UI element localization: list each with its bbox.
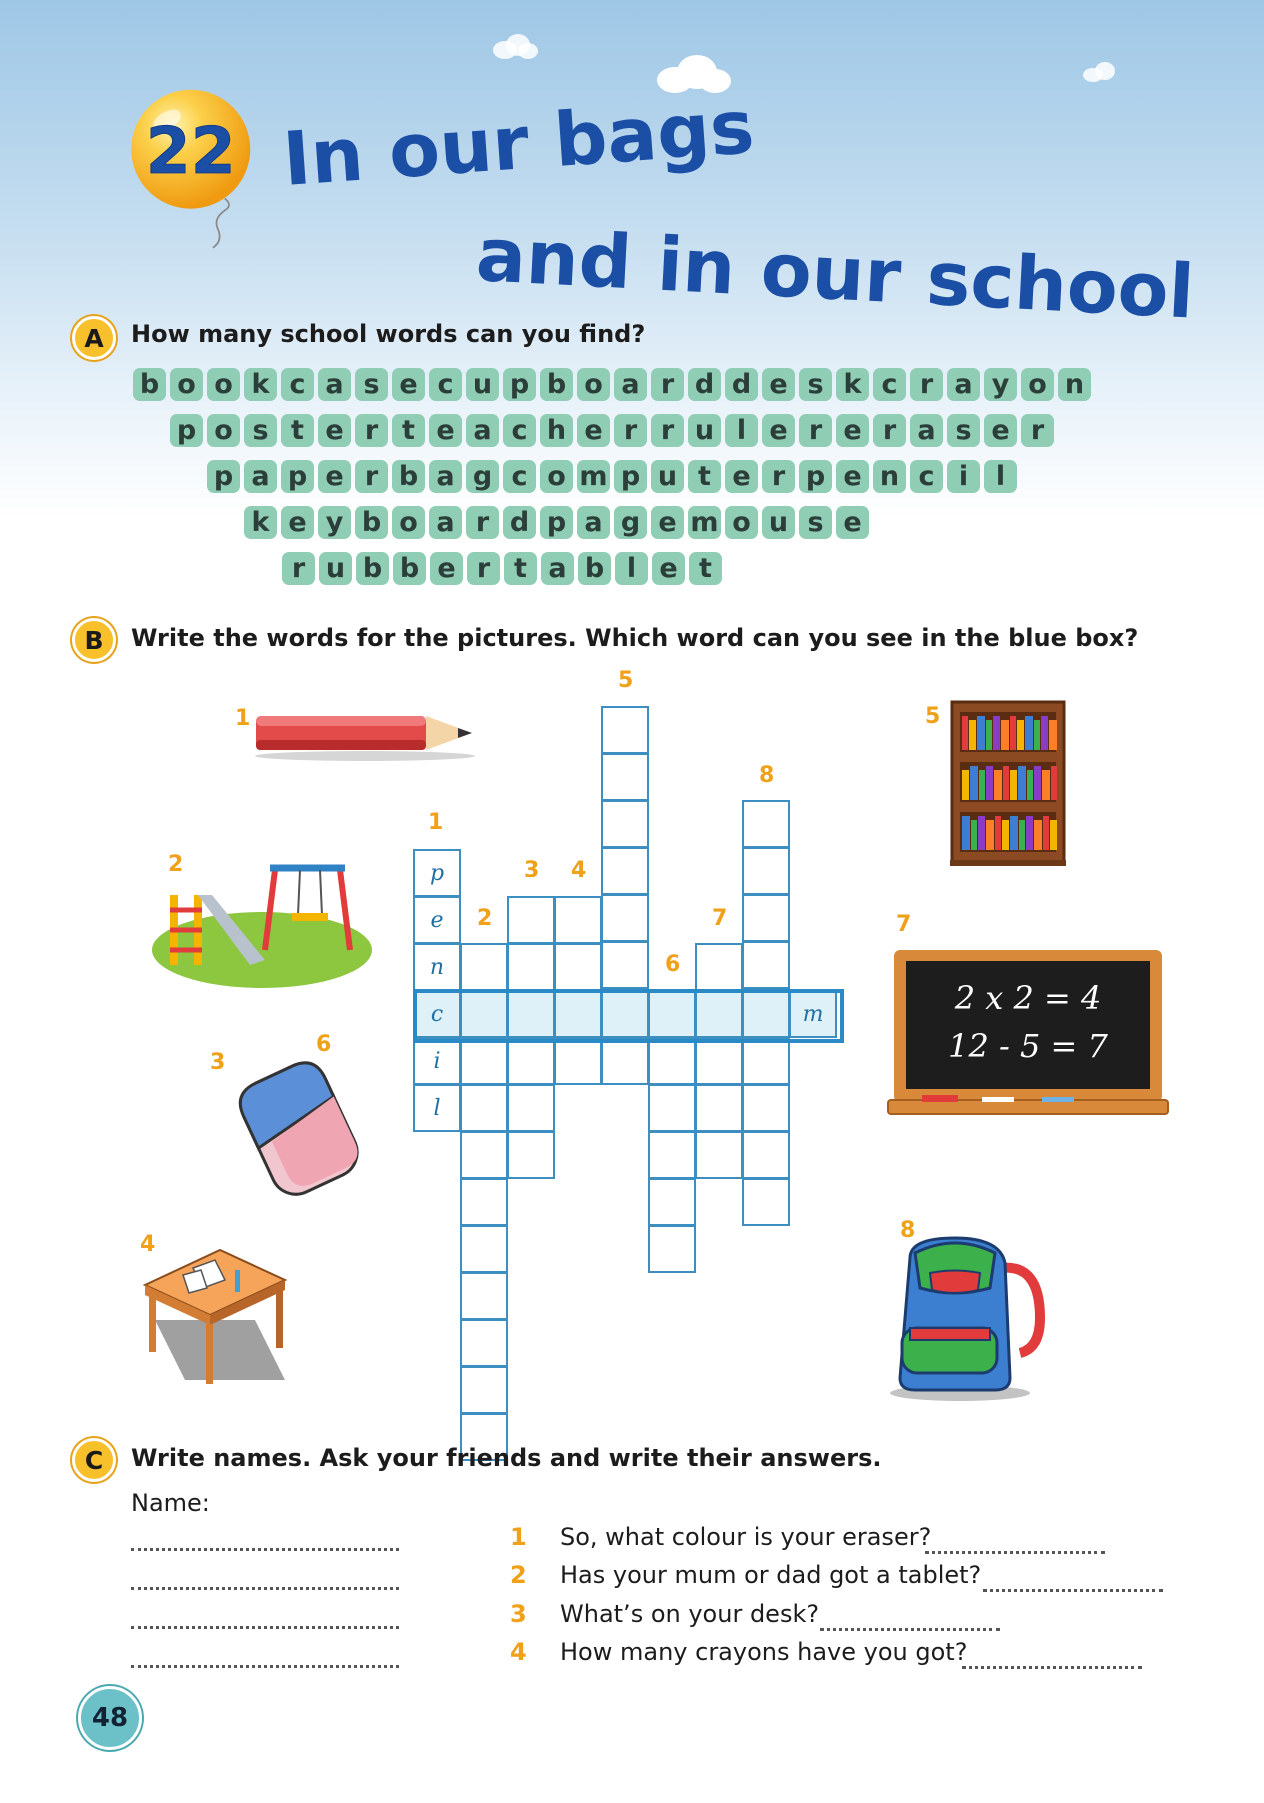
book-icon xyxy=(986,820,994,850)
unit-number: 22 xyxy=(145,114,236,189)
letter-tile[interactable]: o xyxy=(170,368,203,401)
letter-tile[interactable]: r xyxy=(355,460,388,493)
letter-tile[interactable]: r xyxy=(614,414,647,447)
section-a-badge: A xyxy=(72,316,116,360)
book-icon xyxy=(962,770,969,800)
picture-number: 6 xyxy=(316,1032,332,1057)
letter-tile[interactable]: r xyxy=(467,552,500,585)
letter-tile[interactable]: r xyxy=(282,552,315,585)
book-icon xyxy=(969,720,976,750)
letter-tile[interactable]: m xyxy=(688,506,721,539)
crossword-cell[interactable] xyxy=(554,990,602,1038)
crossword-cell[interactable] xyxy=(601,847,649,895)
grid-number: 2 xyxy=(477,906,493,931)
grid-number: 8 xyxy=(759,763,775,788)
question-number: 3 xyxy=(510,1600,527,1628)
letter-tile[interactable]: i xyxy=(947,460,980,493)
school-bag-picture xyxy=(880,1228,1055,1403)
crossword-cell[interactable] xyxy=(507,990,555,1038)
grid-number: 4 xyxy=(571,858,587,883)
letter-tile[interactable]: k xyxy=(836,368,869,401)
crossword-cell[interactable] xyxy=(507,1084,555,1132)
crossword-cell[interactable] xyxy=(507,896,555,944)
book-icon xyxy=(979,770,985,800)
book-icon xyxy=(1041,716,1048,750)
name-answer-line[interactable] xyxy=(131,1548,399,1551)
letter-tile[interactable]: e xyxy=(762,368,795,401)
picture-number: 2 xyxy=(168,852,184,877)
letter-tile[interactable]: s xyxy=(947,414,980,447)
book-icon xyxy=(993,716,1000,750)
crossword-cell[interactable] xyxy=(460,1366,508,1414)
page-number: 48 xyxy=(78,1686,142,1750)
bookcase-picture xyxy=(950,700,1070,870)
letter-tile[interactable]: d xyxy=(503,506,536,539)
crossword-cell[interactable] xyxy=(507,1037,555,1085)
letter-tile[interactable]: a xyxy=(429,506,462,539)
letter-tile[interactable]: a xyxy=(577,506,610,539)
crossword-cell[interactable] xyxy=(460,1131,508,1179)
letter-tile[interactable]: s xyxy=(244,414,277,447)
book-icon xyxy=(1018,766,1026,800)
pencil-picture xyxy=(250,706,480,762)
picture-number: 3 xyxy=(210,1050,226,1075)
crossword-cell[interactable] xyxy=(742,941,790,989)
question-text: Has your mum or dad got a tablet? xyxy=(560,1561,982,1589)
letter-tile[interactable]: s xyxy=(799,506,832,539)
crossword-cell[interactable] xyxy=(601,706,649,754)
book-icon xyxy=(1010,770,1017,800)
letter-tile[interactable]: p xyxy=(170,414,203,447)
letter-tile[interactable]: a xyxy=(541,552,574,585)
letter-tile[interactable]: r xyxy=(799,414,832,447)
letter-tile[interactable]: r xyxy=(910,368,943,401)
crossword-cell[interactable] xyxy=(695,1131,743,1179)
letter-tile[interactable]: p xyxy=(799,460,832,493)
letter-tile[interactable]: o xyxy=(207,414,240,447)
crossword-cell[interactable] xyxy=(742,990,790,1038)
desk-picture xyxy=(135,1240,295,1400)
letter-tile[interactable]: u xyxy=(688,414,721,447)
book-icon xyxy=(1002,820,1009,850)
letter-tile[interactable]: t xyxy=(689,552,722,585)
letter-tile[interactable]: e xyxy=(836,414,869,447)
crossword-cell[interactable] xyxy=(742,1084,790,1132)
book-icon xyxy=(1042,770,1050,800)
crossword-cell[interactable] xyxy=(648,990,696,1038)
book-icon xyxy=(1034,766,1041,800)
crossword-cell[interactable]: n xyxy=(413,943,461,991)
letter-tile[interactable]: y xyxy=(984,368,1017,401)
book-icon xyxy=(1026,816,1033,850)
crossword-cell[interactable] xyxy=(507,1131,555,1179)
picture-number: 7 xyxy=(896,912,912,937)
section-c-badge: C xyxy=(72,1438,116,1482)
book-icon xyxy=(971,820,977,850)
section-c-instruction: Write names. Ask your friends and write their answers. xyxy=(131,1444,882,1472)
crossword-cell[interactable] xyxy=(648,1131,696,1179)
letter-tile[interactable]: r xyxy=(651,368,684,401)
name-answer-line[interactable] xyxy=(131,1587,399,1590)
book-icon xyxy=(1027,770,1033,800)
crossword-cell[interactable] xyxy=(460,1178,508,1226)
name-answer-line[interactable] xyxy=(131,1626,399,1629)
question-text: So, what colour is your eraser? xyxy=(560,1523,932,1551)
section-b-instruction: Write the words for the pictures. Which word can you see in the blue box? xyxy=(131,624,1139,652)
crossword-cell[interactable] xyxy=(460,1037,508,1085)
letter-tile[interactable]: c xyxy=(503,414,536,447)
letter-tile[interactable]: e xyxy=(652,552,685,585)
letter-tile[interactable]: t xyxy=(281,414,314,447)
book-icon xyxy=(1049,720,1057,750)
letter-tile[interactable]: c xyxy=(503,460,536,493)
letter-tile[interactable]: c xyxy=(429,368,462,401)
book-icon xyxy=(1025,716,1033,750)
letter-tile[interactable]: b xyxy=(578,552,611,585)
grid-number: 6 xyxy=(665,952,681,977)
letter-tile[interactable]: p xyxy=(503,368,536,401)
letter-tile[interactable]: r xyxy=(762,460,795,493)
book-icon xyxy=(994,770,1002,800)
book-icon xyxy=(995,816,1001,850)
book-icon xyxy=(1017,720,1024,750)
grid-number: 1 xyxy=(428,810,444,835)
book-icon xyxy=(962,816,970,850)
letter-tile[interactable]: c xyxy=(910,460,943,493)
crossword-cell[interactable] xyxy=(507,943,555,991)
letter-tile[interactable]: k xyxy=(244,368,277,401)
question-answer-line[interactable] xyxy=(962,1666,1142,1669)
crossword-cell[interactable]: i xyxy=(413,1037,461,1085)
question-answer-line[interactable] xyxy=(820,1628,1000,1631)
eraser-picture xyxy=(225,1035,365,1205)
book-icon xyxy=(1050,820,1057,850)
word-search-row-1 xyxy=(133,368,1091,402)
letter-tile[interactable]: a xyxy=(318,368,351,401)
crossword-cell[interactable] xyxy=(460,1319,508,1367)
crossword-cell[interactable]: c xyxy=(413,990,461,1038)
crossword-cell[interactable] xyxy=(648,1084,696,1132)
crossword-cell[interactable] xyxy=(460,990,508,1038)
crossword-cell[interactable] xyxy=(648,1225,696,1273)
word-search-row-5 xyxy=(282,552,722,586)
letter-tile[interactable]: o xyxy=(725,506,758,539)
letter-tile[interactable]: o xyxy=(577,368,610,401)
crossword-cell[interactable] xyxy=(695,943,743,991)
letter-tile[interactable]: s xyxy=(355,368,388,401)
crossword-cell[interactable]: p xyxy=(413,849,461,897)
letter-tile[interactable]: o xyxy=(540,460,573,493)
book-icon xyxy=(970,766,978,800)
letter-tile[interactable]: a xyxy=(947,368,980,401)
crossword-cell[interactable] xyxy=(742,1037,790,1085)
letter-tile[interactable]: p xyxy=(207,460,240,493)
crossword-cell[interactable] xyxy=(460,1084,508,1132)
letter-tile[interactable]: b xyxy=(356,552,389,585)
letter-tile[interactable]: e xyxy=(725,460,758,493)
letter-tile[interactable]: r xyxy=(873,414,906,447)
letter-tile[interactable]: r xyxy=(1021,414,1054,447)
letter-tile[interactable]: b xyxy=(540,368,573,401)
question-number: 2 xyxy=(510,1561,527,1589)
crossword-cell[interactable] xyxy=(648,1037,696,1085)
question-text: What’s on your desk? xyxy=(560,1600,820,1628)
board-line-1: 2 x 2 = 4 xyxy=(954,979,1102,1017)
crossword-cell[interactable] xyxy=(601,941,649,989)
letter-tile[interactable]: e xyxy=(836,460,869,493)
crossword-cell[interactable]: l xyxy=(413,1084,461,1132)
letter-tile[interactable]: s xyxy=(799,368,832,401)
letter-tile[interactable]: t xyxy=(392,414,425,447)
letter-tile[interactable]: u xyxy=(466,368,499,401)
book-icon xyxy=(1051,766,1057,800)
crossword-cell[interactable] xyxy=(601,894,649,942)
letter-tile[interactable]: e xyxy=(651,506,684,539)
book-icon xyxy=(962,716,968,750)
picture-number: 8 xyxy=(900,1218,916,1243)
letter-tile[interactable]: p xyxy=(281,460,314,493)
crossword-cell[interactable] xyxy=(648,1178,696,1226)
letter-tile[interactable]: e xyxy=(429,414,462,447)
crossword-cell[interactable] xyxy=(601,990,649,1038)
crossword-cell[interactable] xyxy=(742,847,790,895)
word-search-row-2 xyxy=(170,414,1054,448)
letter-tile[interactable]: b xyxy=(393,552,426,585)
letter-tile[interactable]: u xyxy=(651,460,684,493)
letter-tile[interactable]: g xyxy=(614,506,647,539)
page-title xyxy=(0,0,1264,340)
letter-tile[interactable]: o xyxy=(207,368,240,401)
crossword-cell[interactable] xyxy=(601,800,649,848)
crossword-cell[interactable] xyxy=(695,1037,743,1085)
letter-tile[interactable]: e xyxy=(318,460,351,493)
crossword-cell[interactable] xyxy=(554,896,602,944)
question-answer-line[interactable] xyxy=(925,1551,1105,1554)
letter-tile[interactable]: a xyxy=(910,414,943,447)
letter-tile[interactable]: o xyxy=(1021,368,1054,401)
letter-tile[interactable]: e xyxy=(430,552,463,585)
board-picture xyxy=(886,947,1171,1122)
name-answer-line[interactable] xyxy=(131,1665,399,1668)
book-icon xyxy=(1010,716,1016,750)
letter-tile[interactable]: g xyxy=(466,460,499,493)
letter-tile[interactable]: n xyxy=(1058,368,1091,401)
crossword-cell[interactable] xyxy=(695,1084,743,1132)
book-icon xyxy=(978,816,985,850)
question-answer-line[interactable] xyxy=(983,1589,1163,1592)
crossword-cell[interactable] xyxy=(601,1037,649,1085)
letter-tile[interactable]: b xyxy=(355,506,388,539)
section-b-badge: B xyxy=(72,618,116,662)
name-label: Name: xyxy=(131,1489,210,1517)
letter-tile[interactable]: c xyxy=(873,368,906,401)
letter-tile[interactable]: a xyxy=(429,460,462,493)
book-icon xyxy=(1043,816,1049,850)
book-icon xyxy=(1001,720,1009,750)
book-icon xyxy=(986,766,993,800)
book-icon xyxy=(986,720,992,750)
word-search-row-4 xyxy=(244,506,869,540)
letter-tile[interactable]: p xyxy=(540,506,573,539)
crossword-cell[interactable] xyxy=(460,1225,508,1273)
book-icon xyxy=(1003,766,1009,800)
section-a-instruction: How many school words can you find? xyxy=(131,320,646,348)
letter-tile[interactable]: l xyxy=(725,414,758,447)
book-icon xyxy=(1034,820,1042,850)
crossword-cell[interactable] xyxy=(742,1131,790,1179)
letter-tile[interactable]: h xyxy=(540,414,573,447)
question-text: How many crayons have you got? xyxy=(560,1638,968,1666)
letter-tile[interactable]: u xyxy=(319,552,352,585)
crossword-cell[interactable] xyxy=(554,1037,602,1085)
crossword-cell[interactable] xyxy=(554,943,602,991)
letter-tile[interactable]: e xyxy=(392,368,425,401)
picture-number: 1 xyxy=(235,706,251,731)
letter-tile[interactable]: b xyxy=(392,460,425,493)
letter-tile[interactable]: m xyxy=(577,460,610,493)
crossword-cell[interactable] xyxy=(742,800,790,848)
letter-tile[interactable]: r xyxy=(355,414,388,447)
crossword-cell[interactable] xyxy=(601,753,649,801)
letter-tile[interactable]: c xyxy=(281,368,314,401)
letter-tile[interactable]: a xyxy=(244,460,277,493)
question-number: 1 xyxy=(510,1523,527,1551)
title-line-2: and in our school xyxy=(474,212,1197,336)
picture-number: 5 xyxy=(925,704,941,729)
book-icon xyxy=(1034,720,1040,750)
letter-tile[interactable]: a xyxy=(614,368,647,401)
letter-tile[interactable]: e xyxy=(281,506,314,539)
letter-tile[interactable]: o xyxy=(392,506,425,539)
board-line-2: 12 - 5 = 7 xyxy=(948,1027,1108,1065)
letter-tile[interactable]: r xyxy=(651,414,684,447)
grid-number: 5 xyxy=(618,668,634,693)
book-icon xyxy=(1019,820,1025,850)
grid-number: 7 xyxy=(712,906,728,931)
picture-number: 4 xyxy=(140,1232,156,1257)
crossword-cell[interactable] xyxy=(695,990,743,1038)
letter-tile[interactable]: y xyxy=(318,506,351,539)
letter-tile[interactable]: t xyxy=(504,552,537,585)
letter-tile[interactable]: r xyxy=(466,506,499,539)
letter-tile[interactable]: l xyxy=(984,460,1017,493)
grid-number: 3 xyxy=(524,858,540,883)
letter-tile[interactable]: p xyxy=(614,460,647,493)
crossword-cell[interactable] xyxy=(742,894,790,942)
letter-tile[interactable]: t xyxy=(688,460,721,493)
crossword-cell[interactable] xyxy=(460,943,508,991)
letter-tile[interactable]: e xyxy=(318,414,351,447)
letter-tile[interactable]: a xyxy=(466,414,499,447)
book-icon xyxy=(1010,816,1018,850)
letter-tile[interactable]: d xyxy=(725,368,758,401)
letter-tile[interactable]: e xyxy=(984,414,1017,447)
letter-tile[interactable]: n xyxy=(873,460,906,493)
question-number: 4 xyxy=(510,1638,527,1666)
letter-tile[interactable]: l xyxy=(615,552,648,585)
letter-tile[interactable]: d xyxy=(688,368,721,401)
letter-tile[interactable]: u xyxy=(762,506,795,539)
book-icon xyxy=(977,716,985,750)
letter-tile[interactable]: e xyxy=(836,506,869,539)
letter-tile[interactable]: e xyxy=(577,414,610,447)
title-line-1: In our bags xyxy=(280,84,757,203)
crossword-cell[interactable] xyxy=(460,1272,508,1320)
word-search-row-3 xyxy=(207,460,1017,494)
playground-picture xyxy=(150,850,375,990)
letter-tile[interactable]: b xyxy=(133,368,166,401)
letter-tile[interactable]: k xyxy=(244,506,277,539)
letter-tile[interactable]: e xyxy=(762,414,795,447)
crossword-cell[interactable] xyxy=(742,1178,790,1226)
crossword-cell[interactable]: m xyxy=(789,990,837,1038)
crossword-cell[interactable]: e xyxy=(413,896,461,944)
